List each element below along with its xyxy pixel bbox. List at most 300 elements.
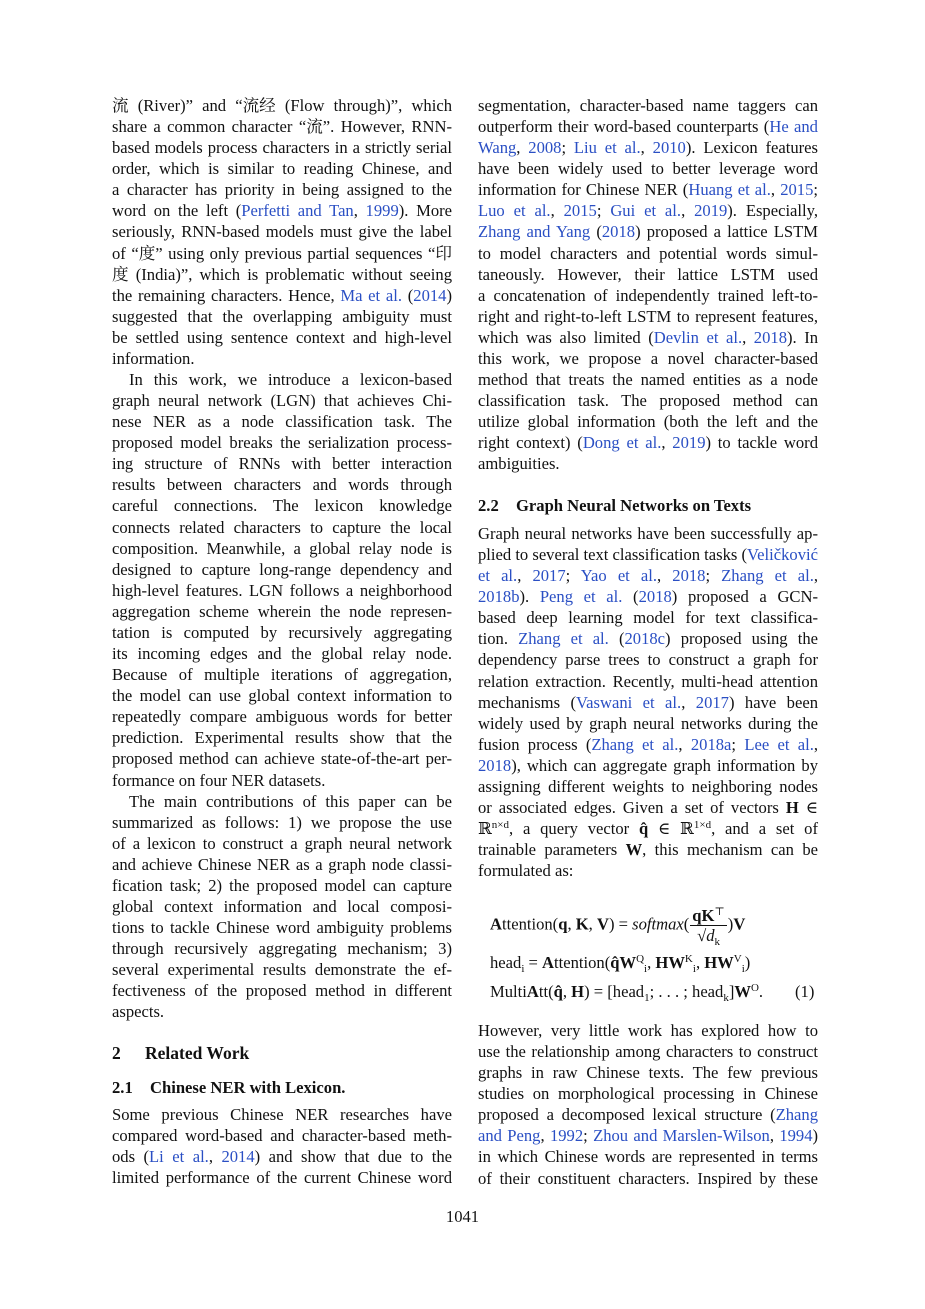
text-run: which was also limited ( xyxy=(478,327,654,347)
text-run: assigning different weights to neighboring nodes xyxy=(478,776,818,796)
citation-link[interactable]: 2017 xyxy=(695,692,729,712)
citation-link[interactable]: 2018 xyxy=(478,755,512,775)
text-run: ) have been xyxy=(728,692,818,712)
text-line-content xyxy=(112,1125,452,1146)
text-line xyxy=(478,713,818,734)
citation-link[interactable]: Zhou and Marslen-Wilson xyxy=(593,1126,770,1146)
text-run: ∈ xyxy=(798,798,818,818)
superscript: O xyxy=(750,982,759,994)
text-line xyxy=(478,264,818,285)
bold-symbol: q̂ xyxy=(638,819,649,839)
citation-link[interactable]: 2019 xyxy=(694,201,728,221)
text-line-content xyxy=(112,95,452,116)
text-line xyxy=(478,818,818,839)
text-run: limited performance of the current Chinese word xyxy=(112,1168,452,1188)
text-line xyxy=(112,727,452,748)
citation-link[interactable]: Luo et al. xyxy=(478,201,551,221)
text-line-content xyxy=(112,959,452,980)
citation-link[interactable]: 2010 xyxy=(652,138,686,158)
text-line-content xyxy=(112,833,452,854)
text-line xyxy=(478,523,818,544)
text-line-content xyxy=(478,734,818,755)
text-line xyxy=(478,179,818,200)
text-line xyxy=(112,453,452,474)
citation-link[interactable]: Wang xyxy=(478,138,517,158)
text-run: composition. Meanwhile, a global relay node is xyxy=(112,538,452,558)
text-run: ) to tackle word xyxy=(705,433,818,453)
text-line xyxy=(112,327,452,348)
italic-symbol: d xyxy=(706,926,715,945)
citation-link[interactable]: Zhang et al. xyxy=(721,566,814,586)
citation-link[interactable]: Zhang xyxy=(775,1105,818,1125)
citation-link[interactable]: 2018 xyxy=(672,566,706,586)
text-line xyxy=(112,517,452,538)
text-line-content xyxy=(112,1001,164,1022)
citation-link[interactable]: 2018 xyxy=(753,327,787,347)
text-run: tions to tackle Chinese word ambiguity problems xyxy=(112,918,452,938)
text-run: , xyxy=(517,566,533,586)
text-line xyxy=(112,306,452,327)
text-line xyxy=(478,1062,818,1083)
citation-link[interactable]: Zhang et al. xyxy=(591,734,679,754)
text-line-content xyxy=(112,980,452,1001)
superscript: n×d xyxy=(491,819,510,832)
text-line-content xyxy=(478,692,818,713)
text-line xyxy=(112,622,452,643)
text-run: tt( xyxy=(538,982,554,1001)
text-run: proposed a decomposed lexical structure ( xyxy=(478,1105,776,1125)
text-run: results between characters and words through xyxy=(112,475,452,495)
text-line xyxy=(478,200,818,221)
text-run: information. xyxy=(112,348,195,368)
text-line xyxy=(478,348,818,369)
text-run: Some previous Chinese NER researches have xyxy=(112,1105,452,1124)
text-line-content xyxy=(112,411,452,432)
text-line-content xyxy=(129,791,452,812)
text-line-content xyxy=(478,544,818,565)
citation-link[interactable]: 2019 xyxy=(672,433,706,453)
citation-link[interactable]: Zhang et al. xyxy=(518,629,609,649)
subscript: 1 xyxy=(644,992,650,1004)
text-line-content xyxy=(112,643,452,664)
bold-symbol: W xyxy=(734,982,751,1001)
section-number: 2 xyxy=(112,1043,121,1063)
text-line xyxy=(478,1041,818,1062)
text-run: nese NER as a node classification task. The xyxy=(112,412,452,432)
text-line xyxy=(112,95,452,116)
text-line-content xyxy=(112,1167,452,1188)
text-line-content xyxy=(112,243,452,264)
text-line xyxy=(112,137,452,158)
text-run: ; xyxy=(565,566,581,586)
text-line-content xyxy=(478,390,818,411)
text-run: = xyxy=(524,953,543,972)
text-run: , xyxy=(657,566,673,586)
text-line-content xyxy=(112,1146,452,1167)
text-line-content xyxy=(478,649,818,670)
text-line-content xyxy=(112,179,452,200)
text-run: repeatedly compare ambiguous words for better xyxy=(112,707,452,727)
text-line xyxy=(112,980,452,1001)
citation-link[interactable]: Gui et al. xyxy=(610,201,682,221)
text-line xyxy=(112,938,452,959)
citation-link[interactable]: 2017 xyxy=(532,566,566,586)
text-run: 流 (River)” and “流经 (Flow through)”, which xyxy=(112,96,452,115)
bold-symbol: A xyxy=(526,982,539,1001)
text-run: this work, we propose a novel character-based xyxy=(478,348,818,368)
text-line-content xyxy=(112,917,452,938)
text-run: , xyxy=(769,1126,780,1146)
text-line xyxy=(478,565,818,586)
citation-link[interactable]: 2018b xyxy=(478,587,520,607)
text-run: summarized as follows: 1) we propose the use xyxy=(112,812,452,832)
text-run: aspects. xyxy=(112,1002,165,1022)
text-line xyxy=(112,559,452,580)
text-run: , xyxy=(208,1147,222,1167)
text-run: careful connections. The lexicon knowledge xyxy=(112,496,452,516)
text-line-content xyxy=(478,860,573,881)
text-line xyxy=(478,628,818,649)
text-line-content xyxy=(112,601,452,622)
text-line-content xyxy=(478,1041,818,1062)
text-line-content xyxy=(112,474,452,495)
text-line-content xyxy=(478,1020,818,1041)
text-line-content xyxy=(112,453,452,474)
text-line xyxy=(478,839,818,860)
text-run: ttention( xyxy=(554,953,611,972)
citation-link[interactable]: 2015 xyxy=(780,180,814,200)
fraction-denominator xyxy=(690,926,727,948)
text-run: several experimental results demonstrate the ef- xyxy=(112,960,452,980)
subscript: i xyxy=(692,963,696,975)
italic-symbol: softmax xyxy=(632,914,684,934)
text-run: ; xyxy=(813,180,818,200)
text-run: ) xyxy=(744,953,751,972)
text-line-content xyxy=(112,706,452,727)
text-line-content xyxy=(112,306,452,327)
subsection-number: 2.1 xyxy=(112,1078,133,1097)
text-line-content xyxy=(478,628,818,649)
citation-link[interactable]: 2008 xyxy=(528,138,562,158)
text-line xyxy=(112,179,452,200)
citation-link[interactable]: Vaswani et al. xyxy=(576,692,682,712)
text-line xyxy=(478,95,818,116)
text-line xyxy=(478,755,818,776)
text-line-content xyxy=(478,306,818,327)
text-run: , xyxy=(562,982,572,1001)
text-line xyxy=(478,607,818,628)
citation-link[interactable]: Zhang and Yang xyxy=(478,222,591,242)
text-line-content xyxy=(112,896,452,917)
text-line-content xyxy=(112,158,452,179)
text-line-content xyxy=(112,285,452,306)
citation-link[interactable]: 2018a xyxy=(690,734,732,754)
citation-link[interactable]: and Peng xyxy=(478,1126,541,1146)
fraction-numerator xyxy=(690,906,727,926)
bold-symbol: q xyxy=(558,914,568,934)
superscript: Q xyxy=(636,953,645,965)
text-line xyxy=(478,285,818,306)
section-title: Related Work xyxy=(145,1043,250,1063)
equation-number: (1) xyxy=(795,982,815,1001)
text-run: fication task; 2) the proposed model can capture xyxy=(112,875,452,895)
subscript: i xyxy=(644,963,648,975)
text-run: The main contributions of this paper can be xyxy=(129,791,452,811)
text-line xyxy=(112,580,452,601)
text-line xyxy=(478,734,818,755)
citation-link[interactable]: 1999 xyxy=(365,201,399,221)
citation-link[interactable]: Liu et al. xyxy=(573,138,641,158)
text-line xyxy=(478,327,818,348)
text-run: , xyxy=(695,953,705,972)
text-run: formulated as: xyxy=(478,861,574,881)
text-line-content xyxy=(478,586,818,607)
text-line-content xyxy=(478,755,818,776)
text-line xyxy=(478,692,818,713)
citation-link[interactable]: 2018 xyxy=(601,222,636,242)
citation-link[interactable]: Li et al. xyxy=(149,1147,209,1167)
equation-head xyxy=(490,953,750,973)
text-line xyxy=(112,264,452,285)
text-run: high-level features. LGN follows a neighborhood xyxy=(112,580,452,600)
section-heading-related-work xyxy=(112,1043,249,1064)
text-line-content xyxy=(112,517,452,538)
text-line xyxy=(478,797,818,818)
text-run: widely used by graph neural networks during the xyxy=(478,713,818,733)
text-line-content xyxy=(478,179,818,200)
subsection-title: Graph Neural Networks on Texts xyxy=(516,496,752,515)
text-run: Multi xyxy=(490,982,527,1001)
text-run: , xyxy=(647,953,656,972)
text-line-content xyxy=(112,327,452,348)
text-line-content xyxy=(112,137,452,158)
text-line xyxy=(478,544,818,565)
text-line-content xyxy=(112,348,195,369)
text-run: of a lexicon to construct a graph neural network xyxy=(112,833,452,853)
citation-link[interactable]: Devlin et al. xyxy=(653,327,743,347)
text-line-content xyxy=(478,200,818,221)
text-run: in which Chinese words are represented in terms xyxy=(478,1147,818,1167)
subscript: k xyxy=(714,936,720,948)
equation-multiatt xyxy=(490,982,763,1002)
citation-link[interactable]: Huang et al. xyxy=(688,180,771,200)
citation-link[interactable]: 2018c xyxy=(624,629,666,649)
text-run: ). Especially, xyxy=(727,201,819,221)
text-run: fusion process ( xyxy=(478,734,592,754)
text-run: ) xyxy=(446,285,452,305)
text-line xyxy=(478,671,818,692)
text-line-content xyxy=(478,411,818,432)
text-run: head xyxy=(490,953,522,972)
text-line xyxy=(478,1083,818,1104)
text-line-content xyxy=(478,158,818,179)
citation-link[interactable]: 1994 xyxy=(779,1126,813,1146)
text-line-content xyxy=(478,1104,818,1125)
text-run: graphs in raw Chinese texts. The few previous xyxy=(478,1063,818,1083)
text-run: ∈ ℝ xyxy=(648,819,694,839)
text-line-content xyxy=(478,285,818,306)
citation-link[interactable]: Peng et al. xyxy=(539,587,623,607)
text-line-content xyxy=(478,327,818,348)
text-line-content xyxy=(112,622,452,643)
text-line-content xyxy=(112,664,452,685)
citation-link[interactable]: Ma et al. xyxy=(340,285,403,305)
text-run: ) and show that due to the xyxy=(254,1147,452,1167)
text-line xyxy=(478,221,818,242)
text-run: , xyxy=(681,201,695,221)
text-line xyxy=(112,1125,452,1146)
text-line xyxy=(112,643,452,664)
citation-link[interactable]: 2014 xyxy=(221,1147,255,1167)
text-line xyxy=(478,1104,818,1125)
text-line xyxy=(478,137,818,158)
text-line xyxy=(112,116,452,137)
text-line-content xyxy=(478,137,818,158)
right-paragraph-lexicon xyxy=(478,95,818,474)
bold-symbol: A xyxy=(542,953,555,972)
text-line-content xyxy=(478,221,818,242)
text-line xyxy=(112,200,452,221)
text-line-content xyxy=(112,432,452,453)
text-run: , xyxy=(567,914,576,934)
text-run: tion. xyxy=(478,629,519,649)
citation-link[interactable]: et al. xyxy=(478,566,518,586)
text-line xyxy=(112,664,452,685)
text-line xyxy=(112,221,452,242)
text-line xyxy=(112,158,452,179)
text-line-content xyxy=(112,580,452,601)
text-line xyxy=(478,860,818,881)
bold-symbol: A xyxy=(490,914,502,934)
text-run: global context information and local composi- xyxy=(112,896,452,916)
citation-link[interactable]: Yao et al. xyxy=(580,566,658,586)
text-line-content xyxy=(112,200,452,221)
text-run: graph neural network (LGN) that achieves Chi- xyxy=(112,391,452,411)
subscript: i xyxy=(741,963,745,975)
text-line xyxy=(112,748,452,769)
text-line-content xyxy=(112,264,452,285)
citation-link[interactable]: 2014 xyxy=(413,285,447,305)
text-line xyxy=(112,348,452,369)
text-run: ] xyxy=(728,982,735,1001)
text-line xyxy=(112,601,452,622)
text-run: to model characters and potential words simul- xyxy=(478,243,818,263)
text-run: information for Chinese NER ( xyxy=(478,180,689,200)
text-line-content xyxy=(478,1168,818,1189)
bold-symbol: H xyxy=(785,798,799,818)
citation-link[interactable]: 1992 xyxy=(549,1126,584,1146)
text-line-content xyxy=(478,713,818,734)
text-run: , xyxy=(742,327,754,347)
text-line-content xyxy=(478,95,818,116)
text-run: However, very little work has explored how to xyxy=(478,1021,818,1040)
superscript: ⊤ xyxy=(714,906,725,918)
text-run: ( xyxy=(402,285,414,305)
text-line-content xyxy=(478,523,818,544)
text-run: ) xyxy=(727,914,734,934)
text-line-content xyxy=(478,369,818,390)
text-line xyxy=(478,306,818,327)
text-line-content xyxy=(478,607,818,628)
text-line xyxy=(112,706,452,727)
citation-link[interactable]: 2015 xyxy=(563,201,597,221)
text-run: proposed method can achieve state-of-the-art per- xyxy=(112,749,452,769)
text-run: ) xyxy=(812,1126,819,1146)
citation-link[interactable]: Lee et al. xyxy=(744,734,814,754)
text-run: a concatenation of independently trained left-to- xyxy=(478,285,818,305)
page-number: 1041 xyxy=(445,1207,480,1226)
text-run: . xyxy=(758,982,764,1001)
text-run: connects related characters to capture the local xyxy=(112,517,452,537)
bold-symbol: K xyxy=(575,914,589,934)
left-paragraphs-intro xyxy=(112,95,452,1022)
text-run: utilize global information (both the left and the xyxy=(478,412,818,432)
text-run: , xyxy=(681,692,696,712)
citation-link[interactable]: Dong et al. xyxy=(582,433,662,453)
text-run: Graph neural networks have been successfully ap- xyxy=(478,524,818,543)
citation-link[interactable]: Perfetti and Tan xyxy=(241,201,354,221)
text-run: , xyxy=(588,914,597,934)
text-run: , xyxy=(353,201,366,221)
text-run: , xyxy=(813,566,819,586)
citation-link[interactable]: Veličković xyxy=(747,545,818,565)
text-run: the model can use global context information to xyxy=(112,686,452,706)
text-run: ; xyxy=(596,201,611,221)
text-run: based deep learning model for text classifica- xyxy=(478,608,818,628)
text-line xyxy=(478,158,818,179)
text-run: ambiguities. xyxy=(478,454,560,474)
text-run: ttention( xyxy=(501,914,559,934)
bold-symbol: q̂ xyxy=(553,982,563,1001)
subsection-title: Chinese NER with Lexicon. xyxy=(150,1078,346,1097)
text-line-content xyxy=(478,1146,818,1167)
text-run: trainable parameters xyxy=(478,840,626,860)
text-line xyxy=(112,474,452,495)
text-line xyxy=(112,1167,452,1188)
text-line-content xyxy=(112,221,452,242)
text-line-content xyxy=(112,854,452,875)
subsection-heading-gnn xyxy=(478,496,751,516)
text-run: 度 (India)”, which is problematic without seeing xyxy=(112,264,452,284)
text-run: and achieve Chinese NER as a graph node classi- xyxy=(112,854,452,874)
text-run: relation extraction. Recently, multi-head attention xyxy=(478,671,818,691)
text-line xyxy=(112,369,452,390)
subsection-number: 2.2 xyxy=(478,496,499,515)
text-run: a character has priority in being assigned to the xyxy=(112,180,452,200)
text-line xyxy=(112,896,452,917)
right-paragraph-morphology xyxy=(478,1020,818,1189)
right-paragraph-gnn xyxy=(478,523,818,881)
text-run: , xyxy=(540,1126,550,1146)
text-run: mechanisms ( xyxy=(478,692,576,712)
text-line xyxy=(112,959,452,980)
text-run: ). Lexicon features xyxy=(685,138,819,158)
text-line-content xyxy=(112,727,452,748)
citation-link[interactable]: He and xyxy=(769,117,818,137)
text-run: formance on four NER datasets. xyxy=(112,770,326,790)
text-line-content xyxy=(478,671,818,692)
text-line xyxy=(478,1020,818,1041)
text-run: tation is computed by recursively aggregating xyxy=(112,622,452,642)
bold-symbol: HW xyxy=(655,953,685,972)
text-run: √ xyxy=(697,926,707,945)
text-line xyxy=(112,1146,452,1167)
text-line xyxy=(112,685,452,706)
text-run: designed to capture long-range dependency and xyxy=(112,559,452,579)
citation-link[interactable]: 2018 xyxy=(638,587,672,607)
text-run: be settled using sentence context and high-level xyxy=(112,327,452,347)
bold-symbol: H xyxy=(571,982,585,1001)
